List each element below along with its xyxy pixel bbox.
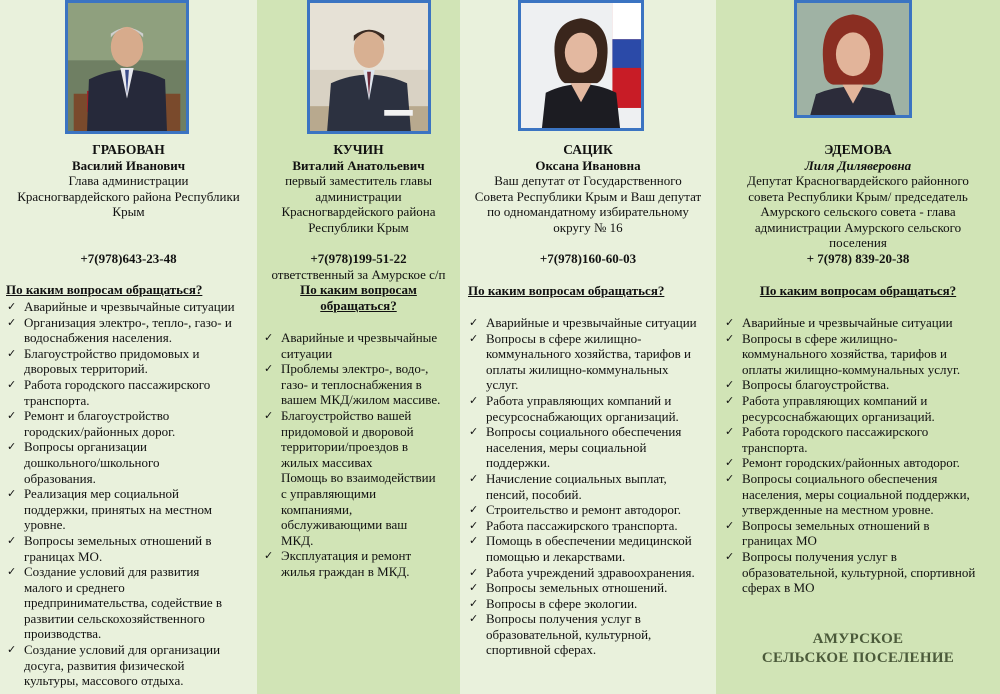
question-item: ✓ Ремонт и благоустройство xyxy=(6,408,256,424)
questions-title: По каким вопросам обращаться? xyxy=(468,283,665,298)
question-item-line: утвержденные на местном уровне. xyxy=(742,502,934,518)
question-item: ✓ Организация электро-, тепло-, газо- и xyxy=(6,315,256,331)
question-item-line: с управляющими xyxy=(281,485,377,501)
question-item: ✓ Вопросы земельных отношений в xyxy=(724,518,1000,534)
question-item-line: дошкольного/школьного xyxy=(24,454,160,470)
question-item: ✓ Создание условий для организации xyxy=(6,642,256,658)
given-name: Оксана Ивановна xyxy=(535,157,641,173)
role-line: Крым xyxy=(112,204,145,219)
question-item-line: границах МО xyxy=(742,533,817,549)
question-item-line: образования. xyxy=(24,470,96,486)
question-item-line: жилья граждан в МКД. xyxy=(281,563,410,579)
role-line: Красногвардейского района Республики xyxy=(17,188,240,204)
role-line: Амурского сельского совета - глава xyxy=(760,204,956,219)
question-item-line: пенсий, пособий. xyxy=(486,486,582,502)
questions-list xyxy=(468,315,716,658)
question-item-line: населения, меры социальной поддержки, xyxy=(742,486,970,502)
phone: +7(978)199-51-22 xyxy=(310,251,407,266)
question-item-line: услуг. xyxy=(486,377,519,393)
question-item: ✓ Вопросы в сфере жилищно- xyxy=(468,331,716,347)
question-item: ✓ Работа городского пассажирского xyxy=(6,377,256,393)
question-item-line: придомовой и дворовой xyxy=(281,423,414,439)
question-item: ✓ Вопросы получения услуг в xyxy=(724,549,1000,565)
question-item-line: городских/районных дорог. xyxy=(24,423,176,439)
questions-list xyxy=(6,299,256,689)
question-item-line: поддержки. xyxy=(486,455,551,471)
question-item: ✓ Работа управляющих компаний и xyxy=(724,393,1000,409)
question-item: ✓ Вопросы в сфере жилищно- xyxy=(724,331,1000,347)
question-item: ✓ Работа управляющих компаний и xyxy=(468,393,716,409)
question-item: ✓ Вопросы получения услуг в xyxy=(468,611,716,627)
question-item: ✓ Начисление социальных выплат, xyxy=(468,471,716,487)
question-item: ✓ Ремонт городских/районных автодорог. xyxy=(724,455,1000,471)
question-item-line: оплаты жилищно-коммунальных xyxy=(486,361,669,377)
question-item-line: транспорта. xyxy=(742,439,808,455)
surname: ЭДЕМОВА xyxy=(824,142,892,157)
surname: КУЧИН xyxy=(333,142,384,157)
phone: +7(978)160-60-03 xyxy=(539,251,637,266)
question-item: ✓ Вопросы земельных отношений. xyxy=(468,580,716,596)
photo-kuchin xyxy=(307,0,431,134)
question-item-line: Помощь во взаимодействии xyxy=(281,470,436,486)
question-item-line: обслуживающими ваш xyxy=(281,517,408,533)
photo-satsik xyxy=(518,0,644,131)
questions-title: По каким вопросам обращаться? xyxy=(759,283,957,298)
question-item-line: сферах в МО xyxy=(742,580,815,596)
question-item-line: культуры, массового отдыха. xyxy=(24,673,184,689)
question-item-line: водоснабжения населения. xyxy=(24,330,172,346)
question-item: ✓ Проблемы электро-, водо-, xyxy=(263,361,459,377)
question-item-line: образовательной, культурной, xyxy=(486,626,652,642)
question-item: ✓ Благоустройство вашей xyxy=(263,408,459,424)
role-line: совета Республики Крым/ председатель xyxy=(748,188,968,204)
settlement-name xyxy=(716,630,1000,668)
role-line: поселения xyxy=(829,235,887,250)
question-item: ✓ Вопросы социального обеспечения xyxy=(468,424,716,440)
question-item-line: вашем МКД/жилом массиве. xyxy=(281,392,441,408)
question-item-line: территории/проездов в xyxy=(281,439,409,455)
surname: САЦИК xyxy=(563,142,613,157)
question-item: ✓ Аварийные и чрезвычайные ситуации xyxy=(724,315,1000,331)
question-item-line: малого и среднего xyxy=(24,579,125,595)
questions-title: По каким вопросам обращаться? xyxy=(6,282,203,297)
role-line: Глава администрации xyxy=(68,173,189,188)
question-item-line: транспорта. xyxy=(24,392,90,408)
question-item-line: ресурсоснабжающих организаций. xyxy=(742,408,935,424)
question-item-line: оплаты жилищно-коммунальных услуг. xyxy=(742,361,961,377)
role-line: Ваш депутат от Государственного xyxy=(494,173,682,188)
question-item-line: коммунального хозяйства, тарифов и xyxy=(742,346,947,362)
question-item-line: дворовых территорий. xyxy=(24,361,148,377)
role-line: по одномандатному избирательному xyxy=(487,204,689,219)
question-item: ✓ Аварийные и чрезвычайные xyxy=(263,330,459,346)
question-item-line: жилых массивах xyxy=(281,454,373,470)
column-satsik xyxy=(460,0,716,694)
question-item: ✓ Работа учреждений здравоохранения. xyxy=(468,565,716,581)
responsible-note: ответственный за Амурское с/п xyxy=(271,266,446,282)
question-item: ✓ Строительство и ремонт автодорог. xyxy=(468,502,716,518)
photo-grabovan xyxy=(65,0,189,134)
question-item-line: помощью и лекарствами. xyxy=(486,548,626,564)
questions-title: По каким вопросам xyxy=(300,282,417,297)
question-item: ✓ Создание условий для развития xyxy=(6,564,256,580)
question-item-line: коммунального хозяйства, тарифов и xyxy=(486,346,691,362)
role-line: округу № 16 xyxy=(553,219,623,235)
questions-list xyxy=(724,315,1000,596)
phone: +7(978)643-23-48 xyxy=(80,251,177,266)
question-item: ✓ Помощь в обеспечении медицинской xyxy=(468,533,716,549)
column-edemova xyxy=(716,0,1000,694)
question-item-line: уровне. xyxy=(24,517,66,533)
question-item-line: образовательной, культурной, спортивной xyxy=(742,564,976,580)
question-item: ✓ Благоустройство придомовых и xyxy=(6,346,256,362)
question-item-line: поддержки, принятых на местном xyxy=(24,501,213,517)
question-item-line: ресурсоснабжающих организаций. xyxy=(486,408,679,424)
question-item-line: компаниями, xyxy=(281,501,353,517)
question-item-line: населения, меры социальной xyxy=(486,439,647,455)
question-item-line: границах МО. xyxy=(24,548,103,564)
question-item-line: предпринимательства, содействие в xyxy=(24,595,223,611)
given-name: Лиля Диляверовна xyxy=(804,157,912,173)
question-item: ✓ Вопросы земельных отношений в xyxy=(6,533,256,549)
questions-title: обращаться? xyxy=(320,297,397,313)
question-item: ✓ Вопросы в сфере экологии. xyxy=(468,596,716,612)
phone: + 7(978) 839-20-38 xyxy=(806,250,910,266)
question-item-line: газо- и теплоснабжения в xyxy=(281,376,422,392)
surname: ГРАБОВАН xyxy=(92,142,165,157)
role-line: Депутат Красногвардейского районного xyxy=(747,173,969,188)
settlement-name-line: АМУРСКОЕ xyxy=(812,631,904,647)
question-item-line: досуга, развития физической xyxy=(24,657,185,673)
column-kuchin xyxy=(257,0,460,694)
question-item: ✓ Вопросы социального обеспечения xyxy=(724,471,1000,487)
question-item: ✓ Реализация мер социальной xyxy=(6,486,256,502)
question-item-line: производства. xyxy=(24,626,102,642)
column-grabovan xyxy=(0,0,257,694)
role-line: Республики Крым xyxy=(308,219,409,235)
photo-edemova xyxy=(794,0,912,118)
question-item: ✓ Вопросы благоустройства. xyxy=(724,377,1000,393)
questions-list xyxy=(263,330,459,580)
settlement-name-line: СЕЛЬСКОЕ ПОСЕЛЕНИЕ xyxy=(761,650,955,666)
question-item: ✓ Вопросы организации xyxy=(6,439,256,455)
question-item-line: МКД. xyxy=(281,532,314,548)
given-name: Виталий Анатольевич xyxy=(292,157,425,173)
role-line: Красногвардейского района xyxy=(281,204,436,219)
question-item-line: развитии сельскохозяйственного xyxy=(24,610,205,626)
role-line: первый заместитель главы xyxy=(285,173,432,188)
given-name: Василий Иванович xyxy=(71,157,186,173)
question-item: ✓ Эксплуатация и ремонт xyxy=(263,548,459,564)
question-item: ✓ Аварийные и чрезвычайные ситуации xyxy=(468,315,716,331)
question-item: ✓ Аварийные и чрезвычайные ситуации xyxy=(6,299,256,315)
question-item: ✓ Работа городского пассажирского xyxy=(724,424,1000,440)
question-item-line: ситуации xyxy=(281,345,333,361)
role-line: администрации Амурского сельского xyxy=(754,219,962,235)
role-line: администрации xyxy=(315,188,402,204)
question-item-line: спортивной сферах. xyxy=(486,642,597,658)
question-item: ✓ Работа пассажирского транспорта. xyxy=(468,518,716,534)
role-line: Совета Республики Крым и Ваш депутат xyxy=(474,188,702,204)
